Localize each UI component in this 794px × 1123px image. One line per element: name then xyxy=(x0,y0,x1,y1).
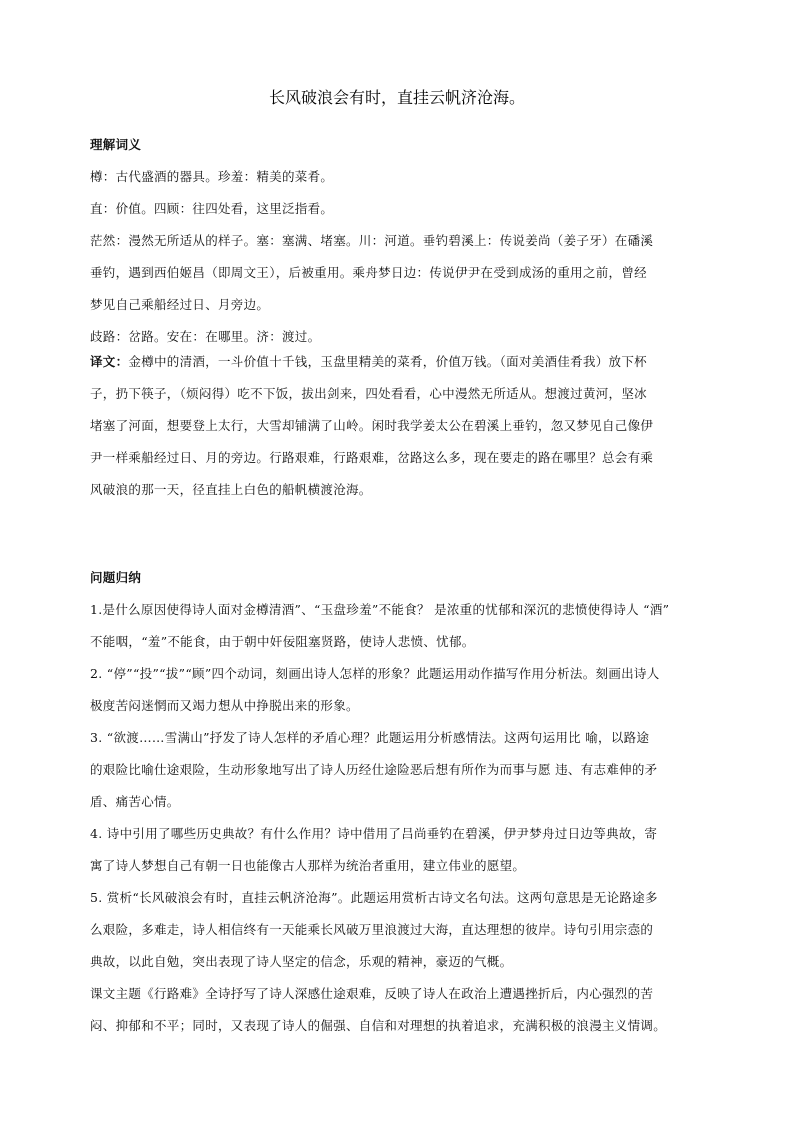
vocab-section xyxy=(90,129,710,353)
translation-text: 金樽中的清酒，一斗价值十千钱，玉盘里精美的菜肴，价值万钱。（面对美酒佳肴我）放下杯 xyxy=(128,354,647,369)
question-line: 闷、抑郁和不平；同时，又表现了诗人的倔强、自信和对理想的执着追求，充满积极的浪漫主义情调。 xyxy=(90,1018,667,1033)
translation-line: 尹一样乘船经过日、月的旁边。行路艰难，行路艰难，岔路这么多，现在要走的路在哪里？总会有乘 xyxy=(90,450,654,465)
questions-section xyxy=(90,562,710,1042)
question-line: 的艰险比喻仕途艰险，生动形象地写出了诗人历经仕途险恶后想有所作为而事与愿 违、有志难伸的矛 xyxy=(90,762,658,777)
vocab-line: 梦见自己乘船经过日、月旁边。 xyxy=(90,297,270,312)
translation-line: 风破浪的那一天，径直挂上白色的船帆横渡沧海。 xyxy=(90,482,372,497)
translation-line: 子，扔下筷子，（烦闷得）吃不下饭，拔出剑来，四处看看，心中漫然无所适从。想渡过黄河，坚冰 xyxy=(90,386,647,401)
translation-section xyxy=(90,346,710,506)
translation-line: 堵塞了河面，想要登上太行，大雪却铺满了山岭。闲时我学姜太公在碧溪上垂钓，忽又梦见自己像伊 xyxy=(90,418,654,433)
translation-line xyxy=(90,346,710,378)
question-line: 课文主题《行路难》全诗抒写了诗人深感仕途艰难，反映了诗人在政治上遭遇挫折后，内心强烈的苦 xyxy=(90,986,654,1001)
question-line: 1.是什么原因使得诗人面对金樽清酒”、“玉盘珍羞”不能食？ 是浓重的忧郁和深沉的悲愤使得诗人 “酒” xyxy=(90,602,670,617)
question-line: 4. 诗中引用了哪些历史典故？有什么作用？诗中借用了吕尚垂钓在碧溪，伊尹梦舟过日边等典故，寄 xyxy=(90,826,658,841)
question-line: 么艰险，多难走，诗人相信终有一天能乘长风破万里浪渡过大海，直达理想的彼岸。诗句引用宗悫的 xyxy=(90,922,654,937)
question-line: 寓了诗人梦想自己有朝一日也能像古人那样为统治者重用，建立伟业的愿望。 xyxy=(90,858,526,873)
question-line: 极度苦闷迷惘而又竭力想从中挣脱出来的形象。 xyxy=(90,698,359,713)
vocab-line: 茫然：漫然无所适从的样子。塞：塞满、堵塞。川：河道。垂钓碧溪上：传说姜尚（姜子牙）在磻溪 xyxy=(90,233,654,248)
question-line: 盾、痛苦心情。 xyxy=(90,794,180,809)
vocab-line: 直：价值。四顾：往四处看，这里泛指看。 xyxy=(90,201,334,216)
document-title: 长风破浪会有时，直挂云帆济沧海。 xyxy=(268,88,525,107)
questions-heading: 问题归纳 xyxy=(90,570,142,585)
question-line: 2. “停”“投”“拔”“顾”四个动词，刻画出诗人怎样的形象？此题运用动作描写作用分析法。刻画出诗人 xyxy=(90,666,660,681)
question-line: 3. “欲渡……雪满山”抒发了诗人怎样的矛盾心理？此题运用分析感情法。这两句运用比 喻，以路途 xyxy=(90,730,650,745)
vocab-line: 樽：古代盛酒的器具。珍羞：精美的菜肴。 xyxy=(90,169,334,184)
translation-label: 译文： xyxy=(90,354,129,369)
vocab-line: 垂钓，遇到西伯姬昌（即周文王），后被重用。乘舟梦日边：传说伊尹在受到成汤的重用之前，曾经 xyxy=(90,265,647,280)
question-line: 5. 赏析“长风破浪会有时，直挂云帆济沧海”。此题运用赏析古诗文名句法。这两句意思是无论路途多 xyxy=(90,890,658,905)
question-line: 不能咽，“羞”不能食，由于朝中奸佞阻塞贤路，使诗人悲愤、忧郁。 xyxy=(90,634,475,649)
vocab-heading: 理解词义 xyxy=(90,137,142,152)
vocab-line: 歧路：岔路。安在：在哪里。济：渡过。 xyxy=(90,329,321,344)
question-line: 典故，以此自勉，突出表现了诗人坚定的信念，乐观的精神，豪迈的气概。 xyxy=(90,954,513,969)
